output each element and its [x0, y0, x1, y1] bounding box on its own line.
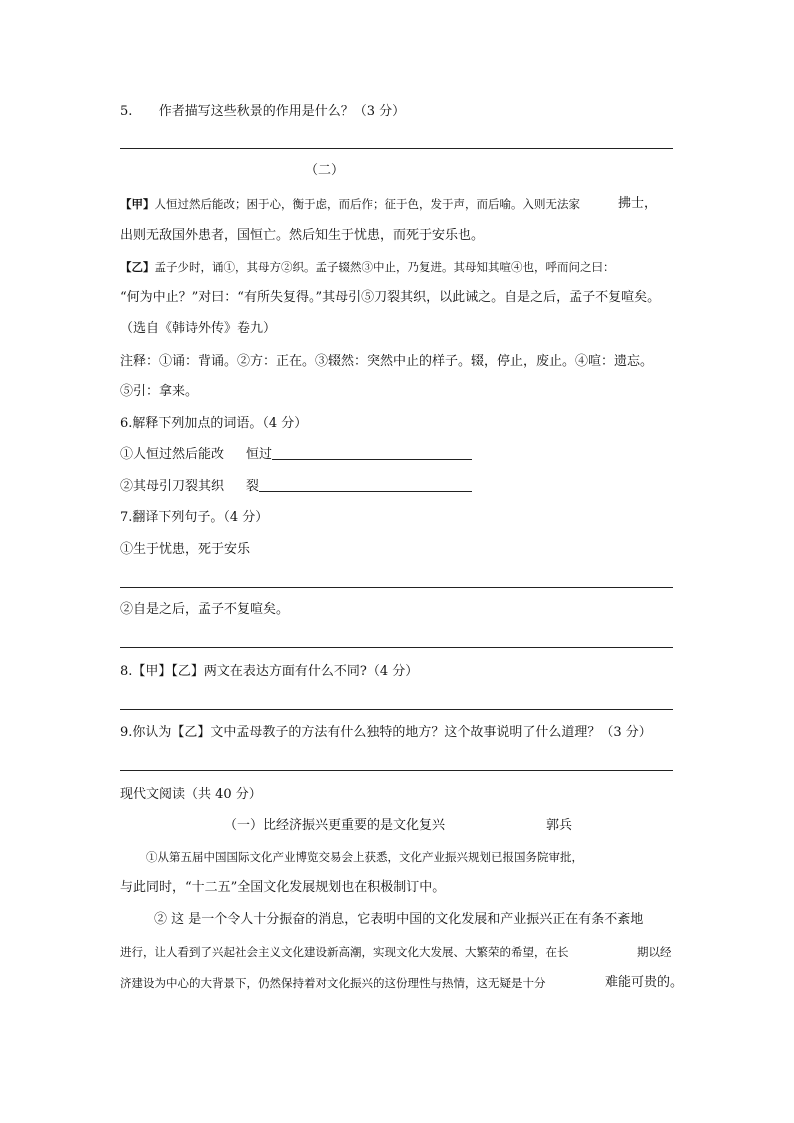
question-8: 8.【甲】【乙】两文在表达方面有什么不同?（4 分）	[120, 664, 419, 679]
jia-line-1-tail: 拂士，	[618, 196, 658, 211]
paragraph-2-line-3-tail: 难能可贵的。	[605, 975, 684, 990]
jia-tag: 【甲】	[120, 197, 155, 211]
question-5	[120, 104, 405, 120]
paragraph-2-line-2: 进行，让人看到了兴起社会主义文化建设新高潮，实现文化大发展、大繁荣的希望，在长	[120, 945, 569, 959]
question-7-title: 7.翻译下列句子。（4 分）	[120, 510, 269, 525]
jia-text-1: 人恒过然后能改；困于心，衡于虑，而后作；征于色，发于声，而后喻。入则无法家	[154, 197, 580, 211]
item-word: 恒过	[246, 447, 273, 462]
question-7-item-2: ②自是之后，孟子不复喧矣。	[120, 602, 290, 617]
question-7-item-1: ①生于忧患，死于安乐	[120, 542, 251, 557]
yi-source: （选自《韩诗外传》卷九）	[120, 321, 277, 336]
question-6-item-1	[120, 447, 472, 463]
article-title: （一）比经济振兴更重要的是文化复兴	[224, 818, 446, 833]
question-number: 5.	[120, 104, 133, 119]
article-author: 郭兵	[546, 818, 573, 833]
answer-line-7-1	[120, 587, 673, 588]
paragraph-1-line-1: ①从第五届中国国际文化产业博览交易会上获悉，文化产业振兴规划已报国务院审批，	[146, 850, 583, 864]
question-6-item-2	[120, 479, 472, 495]
answer-line-7-2	[120, 647, 673, 648]
answer-blank-6-1[interactable]	[272, 459, 472, 460]
paragraph-1-line-2: 与此同时，“十二五”全国文化发展规划也在积极制订中。	[120, 880, 446, 895]
notes-line-1: 注释：①诵：背诵。②方：正在。③辍然：突然中止的样子。辍，停止，废止。④喧：遗忘。	[120, 354, 654, 369]
answer-line-5	[120, 148, 673, 149]
modern-heading: 现代文阅读（共 40 分）	[120, 787, 262, 802]
question-9: 9.你认为【乙】文中孟母教子的方法有什么独特的地方？这个故事说明了什么道理？（3 分）	[120, 725, 652, 740]
paragraph-2-line-3: 济建设为中心的大背景下，仍然保持着对文化振兴的这份理性与热情，这无疑是十分	[120, 976, 546, 990]
jia-line-2: 出则无敌国外患者，国恒亡。然后知生于忧患，而死于安乐也。	[120, 228, 485, 243]
item-text: ①人恒过然后能改	[120, 447, 225, 462]
question-text: 作者描写这些秋景的作用是什么？（3 分）	[158, 104, 406, 119]
section-title: （二）	[305, 163, 345, 178]
answer-line-9	[120, 770, 673, 771]
yi-line-1	[120, 259, 615, 275]
answer-blank-6-2[interactable]	[259, 491, 472, 492]
jia-line-1	[120, 196, 580, 212]
item-word: 裂	[246, 479, 260, 494]
yi-line-2: “何为中止？”对曰：“有所失复得。”其母引⑤刀裂其织，以此诫之。自是之后，孟子不复喧矣。	[120, 290, 661, 305]
paragraph-2-line-2-tail: 期以经	[637, 945, 672, 959]
item-text: ②其母引刀裂其织	[120, 479, 225, 494]
yi-tag: 【乙】	[120, 260, 155, 274]
paragraph-2-line-1: ② 这 是一个令人十分振奋的消息，它表明中国的文化发展和产业振兴正在有条不紊地	[154, 912, 644, 927]
yi-text-1: 孟子少时，诵①，其母方②织。孟子辍然③中止，乃复进。其母知其喧④也，呼而问之曰：	[154, 260, 615, 274]
notes-line-2: ⑤引：拿来。	[120, 384, 199, 399]
answer-line-8	[120, 709, 673, 710]
question-6-title: 6.解释下列加点的词语。（4 分）	[120, 416, 308, 431]
